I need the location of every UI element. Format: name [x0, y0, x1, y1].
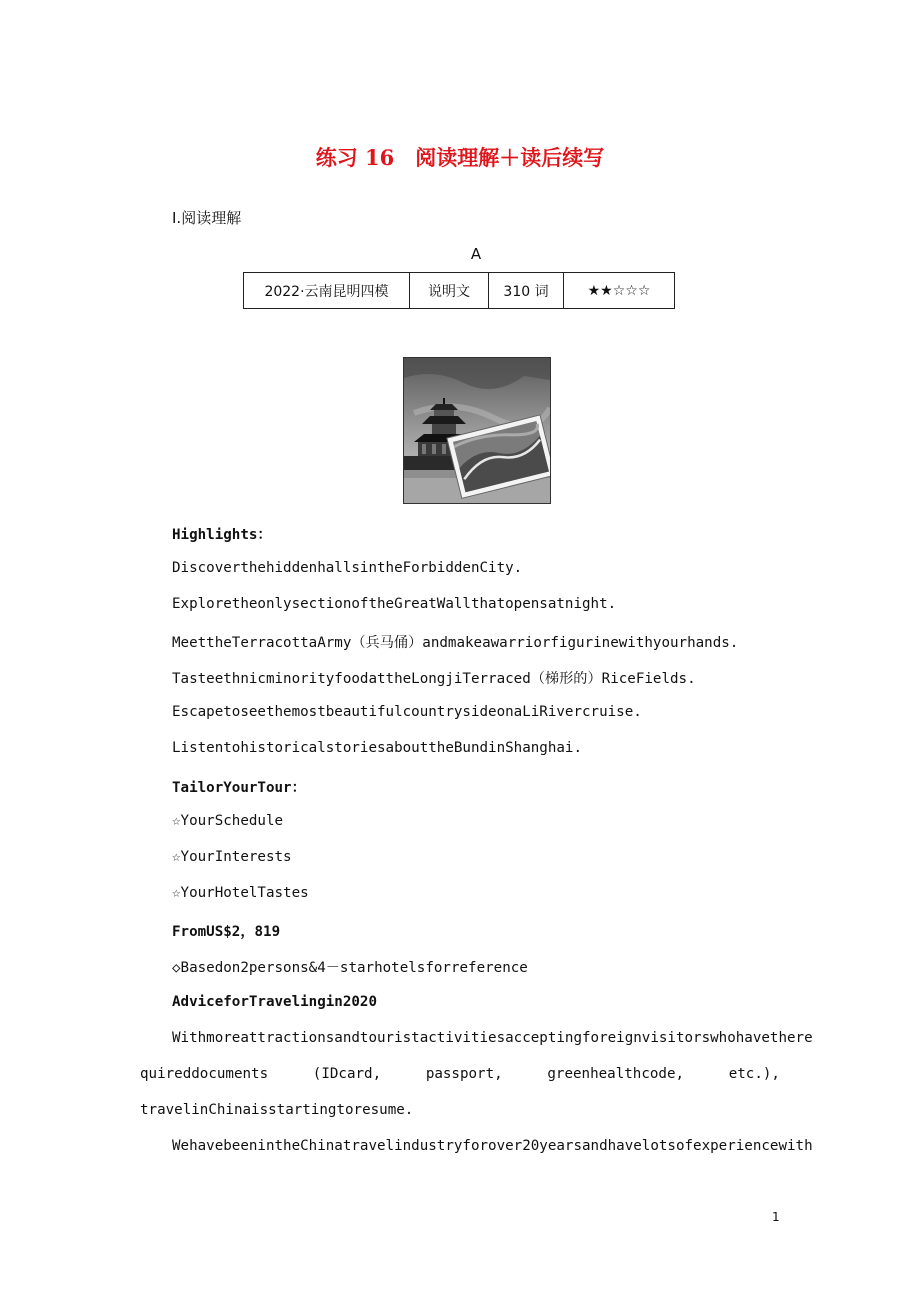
price-note: ◇Basedon2persons&4－starhotelsforreference — [172, 960, 528, 976]
travel-photo — [403, 357, 551, 504]
advice-heading: AdviceforTravelingin2020 — [172, 994, 377, 1010]
list-item: EscapetoseethemostbeautifulcountrysideonaLiRivercruise. — [172, 704, 642, 720]
advice-paragraph-line — [140, 1066, 780, 1082]
word-count-cell: 310 词 — [489, 273, 564, 309]
highlights-heading: Highlights： — [172, 527, 272, 543]
list-item: ListentohistoricalstoriesabouttheBundinShanghai. — [172, 740, 582, 756]
advice-paragraph-line: WehavebeenintheChinatravelindustryforover20yearsandhavelotsofexperiencewith — [172, 1138, 813, 1154]
difficulty-cell: ★★☆☆☆ — [564, 273, 675, 309]
price-text: FromUS$2，819 — [172, 924, 281, 940]
advice-paragraph-line: travelinChinaisstartingtoresume. — [140, 1102, 414, 1118]
list-item: TasteethnicminorityfoodattheLongjiTerraced（梯形的）RiceFields. — [172, 671, 696, 687]
passage-letter: A — [470, 245, 482, 263]
word: etc.), — [728, 1066, 780, 1082]
section-label: Ⅰ.阅读理解 — [172, 209, 242, 227]
list-item: DiscoverthehiddenhallsintheForbiddenCity. — [172, 560, 523, 576]
tailor-heading: TailorYourTour： — [172, 780, 306, 796]
list-item: ExploretheonlysectionoftheGreatWallthatopensatnight. — [172, 596, 617, 612]
list-item: MeettheTerracottaArmy（兵马俑）andmakeawarriorfigurinewithyourhands. — [172, 635, 739, 651]
advice-paragraph-line: Withmoreattractionsandtouristactivitiesacceptingforeignvisitorswhohavethere — [172, 1030, 813, 1046]
word: greenhealthcode, — [547, 1066, 685, 1082]
word: quireddocuments — [140, 1066, 269, 1082]
list-item: ☆YourHotelTastes — [172, 885, 309, 901]
forbidden-city-photo-illustration — [404, 358, 550, 503]
page-title: 练习 16 阅读理解＋读后续写 — [315, 145, 605, 170]
source-cell: 2022·云南昆明四模 — [244, 273, 410, 309]
page-number: 1 — [772, 1210, 780, 1224]
list-item: ☆YourInterests — [172, 849, 292, 865]
list-item: ☆YourSchedule — [172, 813, 284, 829]
passage-info-table — [243, 272, 675, 309]
genre-cell: 说明文 — [410, 273, 489, 309]
word: (IDcard, — [312, 1066, 382, 1082]
word: passport, — [425, 1066, 503, 1082]
